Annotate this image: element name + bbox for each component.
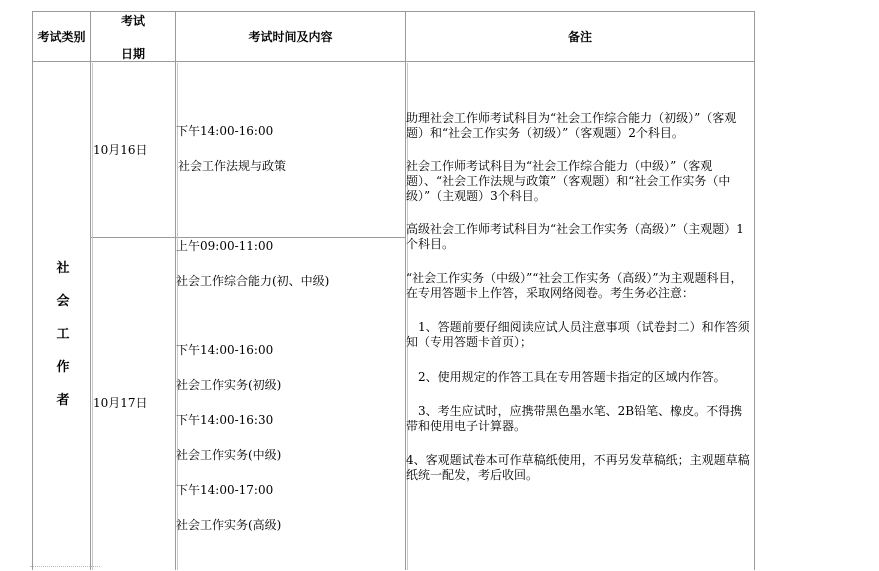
remark-paragraph: 1、答题前要仔细阅读应试人员注意事项（试卷封二）和作答须知（专用答题卡首页）； — [406, 320, 750, 349]
session-subject: 社会工作法规与政策 — [178, 159, 287, 173]
date-day1: 10月16日 — [93, 143, 148, 157]
remark-paragraph: “社会工作实务（中级）”“社会工作实务（高级）”为主观题科目，在专用答题卡上作答，采取网络阅卷。考生务必注意： — [406, 271, 743, 300]
header-date-line1: 考试 — [120, 14, 145, 28]
category-char: 会 — [56, 294, 70, 309]
session-time: 下午14:00-16:00 — [176, 343, 274, 357]
session-subject: 社会工作综合能力(初、中级) — [176, 274, 330, 288]
remark-paragraph: 高级社会工作师考试科目为“社会工作实务（高级）”（主观题）1个科目。 — [406, 222, 744, 251]
header-category: 考试类别 — [37, 30, 86, 44]
session-time: 下午14:00-16:30 — [176, 413, 274, 427]
inner-border-left — [92, 63, 93, 570]
session-time: 上午09:00-11:00 — [176, 239, 274, 253]
remark-paragraph: 社会工作师考试科目为“社会工作综合能力（中级）”（客观题）、“社会工作法规与政策”（客观题）和“社会工作实务（中级）”（主观题）3个科目。 — [406, 159, 731, 203]
session-subject: 社会工作实务(初级) — [176, 378, 282, 392]
category-char: 工 — [56, 327, 70, 342]
remark-paragraph: 3、考生应试时，应携带黑色墨水笔、2B铅笔、橡皮。不得携带和使用电子计算器。 — [406, 404, 743, 433]
table-border-right — [754, 11, 755, 570]
date-day2: 10月17日 — [93, 396, 148, 410]
remark-paragraph: 4、客观题试卷本可作草稿纸使用，不再另发草稿纸；主观题草稿纸统一配发，考后收回。 — [406, 453, 750, 482]
header-time-content: 考试时间及内容 — [248, 30, 333, 44]
horizontal-scrollbar[interactable] — [30, 566, 100, 571]
session-subject: 社会工作实务(中级) — [176, 448, 282, 462]
header-date-line2: 日期 — [120, 47, 145, 61]
table-border-left — [32, 11, 33, 570]
header-remarks: 备注 — [567, 30, 592, 44]
col-separator-1 — [90, 11, 91, 570]
category-char: 者 — [56, 393, 70, 408]
session-subject: 社会工作实务(高级) — [176, 518, 282, 532]
category-char: 作 — [56, 360, 70, 375]
day-separator — [91, 237, 405, 238]
session-time: 下午14:00-17:00 — [176, 483, 274, 497]
remark-paragraph: 助理社会工作师考试科目为“社会工作综合能力（初级）”（客观题）和“社会工作实务（初级）”（客观题）2个科目。 — [406, 111, 737, 140]
remark-paragraph: 2、使用规定的作答工具在专用答题卡指定的区域内作答。 — [418, 370, 726, 384]
category-char: 社 — [56, 261, 70, 276]
session-time: 下午14:00-16:00 — [176, 124, 274, 138]
